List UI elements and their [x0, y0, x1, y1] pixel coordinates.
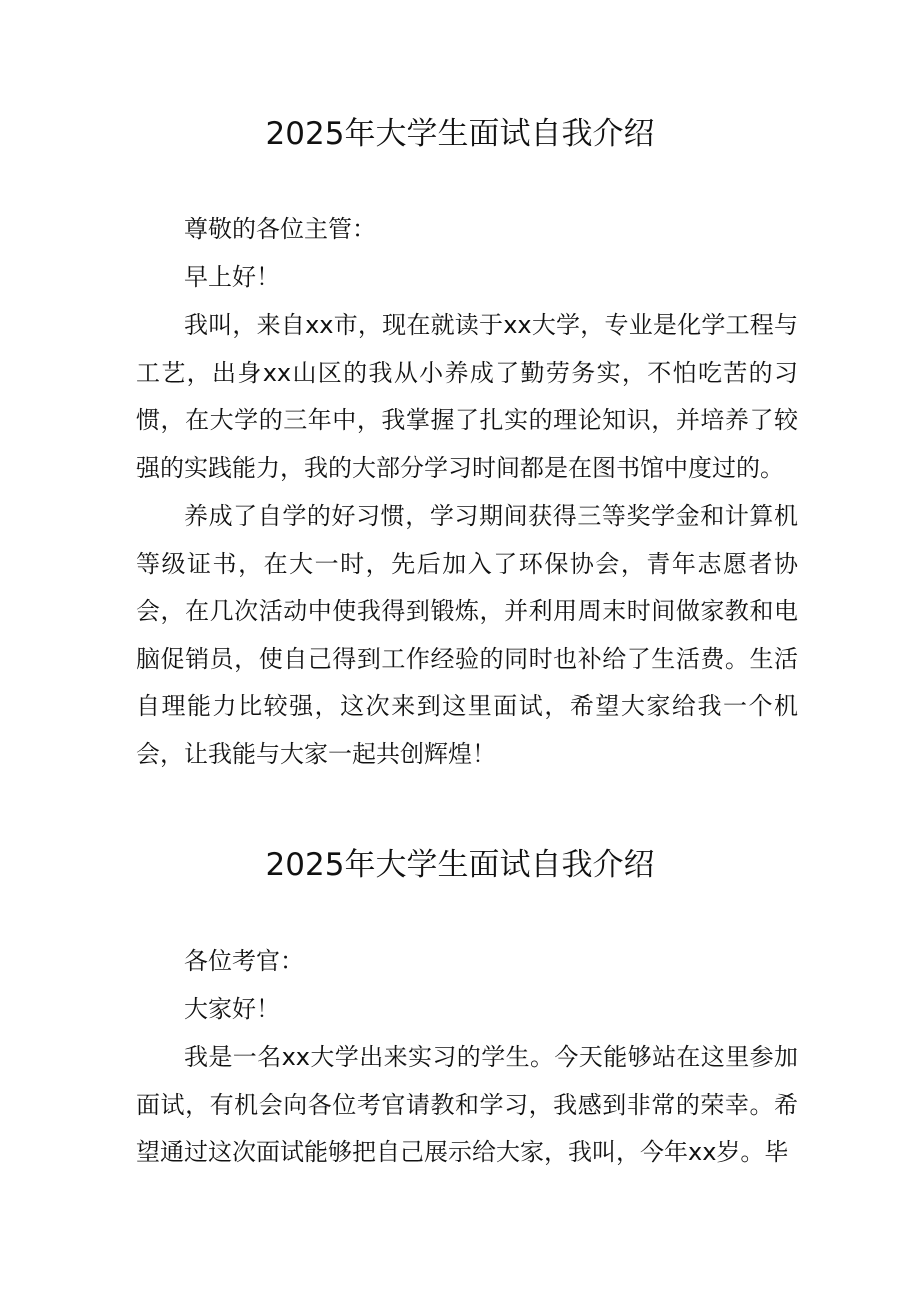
- section-2-salutation: 各位考官：: [184, 947, 304, 975]
- section-2-paragraph-1: 我是一名xx大学出来实习的学生。今天能够站在这里参加面试，有机会向各位考官请教和学习，我感到非常的荣幸。希望通过这次面试能够把自己展示给大家，我叫，今年xx岁。毕: [136, 1043, 798, 1166]
- section-1-salutation: 尊敬的各位主管：: [184, 215, 376, 243]
- section-2-greeting: 大家好！: [184, 995, 280, 1023]
- section-1-greeting: 早上好！: [184, 263, 280, 291]
- section-1-paragraph-1: 我叫，来自xx市，现在就读于xx大学，专业是化学工程与工艺，出身xx山区的我从小养成了勤劳务实，不怕吃苦的习惯，在大学的三年中，我掌握了扎实的理论知识，并培养了较强的实践能力，我的大部分学习时间都是在图书馆中度过的。: [136, 311, 798, 482]
- section-1-paragraph-2: 养成了自学的好习惯，学习期间获得三等奖学金和计算机等级证书，在大一时，先后加入了环保协会，青年志愿者协会，在几次活动中使我得到锻炼，并利用周末时间做家教和电脑促销员，使自己得到工作经验的同时也补给了生活费。生活自理能力比较强，这次来到这里面试，希望大家给我一个机会，让我能与大家一起共创辉煌！: [136, 502, 798, 768]
- section-2-title: 2025年大学生面试自我介绍: [265, 847, 655, 883]
- section-1-title: 2025年大学生面试自我介绍: [265, 116, 655, 152]
